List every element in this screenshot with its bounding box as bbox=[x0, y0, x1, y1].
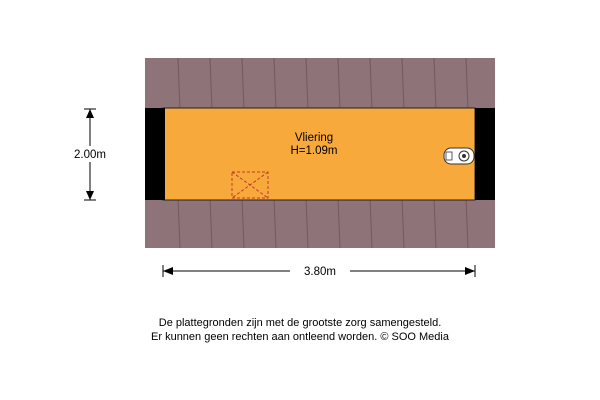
disclaimer bbox=[0, 316, 600, 344]
dimension-width bbox=[163, 263, 475, 279]
dimension-height-label: 2.00m bbox=[74, 149, 106, 161]
roof-bottom bbox=[145, 198, 495, 248]
room-height: H=1.09m bbox=[290, 145, 338, 157]
room-name: Vliering bbox=[294, 132, 334, 144]
dimension-width-label: 3.80m bbox=[304, 266, 336, 278]
ventilation-fan-icon bbox=[444, 148, 474, 164]
wall-left bbox=[145, 108, 165, 200]
disclaimer-line-1: De plattegronden zijn met de grootste zorg samengesteld. bbox=[158, 317, 442, 329]
dimension-height bbox=[60, 109, 120, 200]
disclaimer-line-2: Er kunnen geen rechten aan ontleend worden. © SOO Media bbox=[151, 331, 449, 343]
wall-right bbox=[475, 108, 495, 200]
roof-top bbox=[145, 58, 495, 110]
